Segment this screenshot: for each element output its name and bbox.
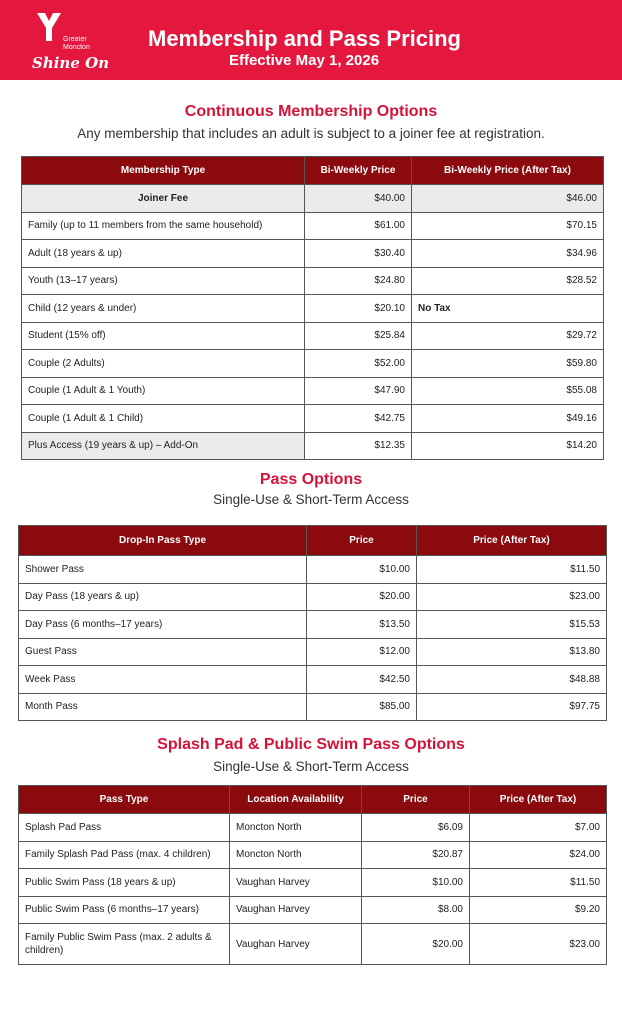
table-cell: $20.00 (307, 583, 417, 611)
table-row (19, 611, 607, 639)
table-row (19, 896, 607, 924)
table-cell: $85.00 (307, 693, 417, 721)
membership-table (21, 156, 604, 460)
table-row (19, 841, 607, 869)
table-cell: Guest Pass (19, 638, 307, 666)
table-cell: $15.53 (417, 611, 607, 639)
table-cell: Youth (13–17 years) (22, 267, 305, 295)
table-cell: $6.09 (362, 814, 470, 842)
table-cell: Child (12 years & under) (22, 295, 305, 323)
table-cell: $97.75 (417, 693, 607, 721)
table-cell: Vaughan Harvey (230, 869, 362, 897)
table-cell: $47.90 (305, 377, 412, 405)
table-cell: Day Pass (6 months–17 years) (19, 611, 307, 639)
table-row (19, 666, 607, 694)
table-cell: $29.72 (412, 322, 604, 350)
table-cell: Adult (18 years & up) (22, 240, 305, 268)
table-cell: $20.87 (362, 841, 470, 869)
table-cell: $12.00 (307, 638, 417, 666)
table-cell: $42.50 (307, 666, 417, 694)
table-cell: Splash Pad Pass (19, 814, 230, 842)
table-row (19, 814, 607, 842)
header-banner (0, 0, 622, 80)
column-header: Bi-Weekly Price (305, 157, 412, 185)
table-cell: $55.08 (412, 377, 604, 405)
table-row (22, 185, 604, 213)
logo-location (63, 36, 90, 52)
table-cell: Public Swim Pass (18 years & up) (19, 869, 230, 897)
effective-date: Effective May 1, 2026 (228, 52, 380, 69)
table-cell: $24.80 (305, 267, 412, 295)
table-cell: $34.96 (412, 240, 604, 268)
table-cell: $61.00 (305, 212, 412, 240)
column-header: Price (After Tax) (417, 526, 607, 556)
page-subtitle-wrap (0, 52, 622, 69)
table-cell: Day Pass (18 years & up) (19, 583, 307, 611)
table-row (22, 240, 604, 268)
table-cell: $52.00 (305, 350, 412, 378)
logo-greater: Greater (63, 36, 87, 43)
table-cell: Moncton North (230, 841, 362, 869)
table-cell: Couple (1 Adult & 1 Youth) (22, 377, 305, 405)
table-row (22, 405, 604, 433)
column-header: Price (307, 526, 417, 556)
table-row (22, 322, 604, 350)
table-cell: $48.88 (417, 666, 607, 694)
table-cell: $11.50 (417, 556, 607, 584)
table-cell: $10.00 (307, 556, 417, 584)
table-cell: $13.50 (307, 611, 417, 639)
table-cell: $23.00 (417, 583, 607, 611)
table-row (22, 295, 604, 323)
table-cell: Family (up to 11 members from the same household) (22, 212, 305, 240)
column-header: Bi-Weekly Price (After Tax) (412, 157, 604, 185)
logo-tagline: Shine On (32, 54, 110, 72)
table-cell: Family Splash Pad Pass (max. 4 children) (19, 841, 230, 869)
table-cell: Vaughan Harvey (230, 896, 362, 924)
table-cell: Student (15% off) (22, 322, 305, 350)
column-header: Drop-In Pass Type (19, 526, 307, 556)
table-row (22, 432, 604, 460)
table-header-row (19, 786, 607, 814)
table-cell: No Tax (412, 295, 604, 323)
table-cell: $24.00 (470, 841, 607, 869)
column-header: Price (362, 786, 470, 814)
table-cell: $30.40 (305, 240, 412, 268)
pass-subtitle: Single-Use & Short-Term Access (213, 492, 409, 507)
table-cell: Couple (2 Adults) (22, 350, 305, 378)
table-cell: $14.20 (412, 432, 604, 460)
table-cell: $8.00 (362, 896, 470, 924)
table-cell: Week Pass (19, 666, 307, 694)
table-cell: $9.20 (470, 896, 607, 924)
table-cell: $59.80 (412, 350, 604, 378)
table-cell: $13.80 (417, 638, 607, 666)
table-row (19, 556, 607, 584)
pass-title: Pass Options (259, 471, 363, 488)
table-cell: Joiner Fee (22, 185, 305, 213)
table-cell: $20.00 (362, 924, 470, 965)
table-cell: $7.00 (470, 814, 607, 842)
table-cell: $49.16 (412, 405, 604, 433)
table-row (22, 212, 604, 240)
table-row (22, 350, 604, 378)
column-header: Membership Type (22, 157, 305, 185)
table-row (22, 377, 604, 405)
continuous-title: Continuous Membership Options (184, 103, 438, 120)
table-row (19, 583, 607, 611)
table-cell: Month Pass (19, 693, 307, 721)
column-header: Pass Type (19, 786, 230, 814)
table-cell: $42.75 (305, 405, 412, 433)
table-cell: Vaughan Harvey (230, 924, 362, 965)
table-cell: Couple (1 Adult & 1 Child) (22, 405, 305, 433)
column-header: Location Availability (230, 786, 362, 814)
table-row (19, 924, 607, 965)
table-cell: $20.10 (305, 295, 412, 323)
table-cell: $46.00 (412, 185, 604, 213)
table-cell: Shower Pass (19, 556, 307, 584)
logo-moncton: Moncton (63, 44, 90, 51)
table-cell: Public Swim Pass (6 months–17 years) (19, 896, 230, 924)
table-cell: $25.84 (305, 322, 412, 350)
table-row (19, 869, 607, 897)
table-cell: $70.15 (412, 212, 604, 240)
table-cell: $28.52 (412, 267, 604, 295)
table-cell: Moncton North (230, 814, 362, 842)
table-cell: $40.00 (305, 185, 412, 213)
page-title: Membership and Pass Pricing (148, 26, 461, 51)
splash-subtitle: Single-Use & Short-Term Access (213, 759, 409, 774)
column-header: Price (After Tax) (470, 786, 607, 814)
table-row (22, 267, 604, 295)
table-cell: Plus Access (19 years & up) – Add-On (22, 432, 305, 460)
table-cell: $11.50 (470, 869, 607, 897)
table-cell: Family Public Swim Pass (max. 2 adults & children) (19, 924, 230, 965)
table-cell: $23.00 (470, 924, 607, 965)
table-cell: $12.35 (305, 432, 412, 460)
table-row (19, 638, 607, 666)
table-row (19, 693, 607, 721)
splash-title: Splash Pad & Public Swim Pass Options (157, 736, 465, 753)
continuous-note: Any membership that includes an adult is subject to a joiner fee at registration. (77, 126, 545, 141)
table-header-row (19, 526, 607, 556)
table-cell: $10.00 (362, 869, 470, 897)
ymca-y-icon (36, 12, 62, 42)
pass-table (18, 525, 607, 721)
table-header-row (22, 157, 604, 185)
splash-table (18, 785, 607, 965)
